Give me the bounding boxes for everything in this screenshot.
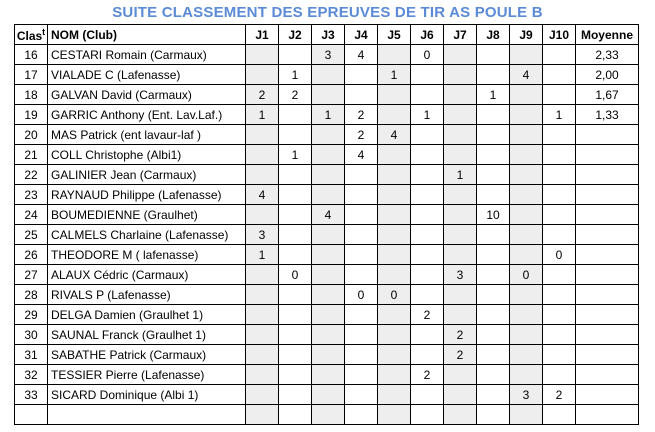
name-cell [48, 405, 246, 425]
score-cell-j9 [510, 345, 543, 365]
score-cell-j9 [510, 105, 543, 125]
score-cell-j4 [345, 245, 378, 265]
average-cell [576, 185, 639, 205]
score-cell-j7 [444, 365, 477, 385]
table-row [15, 185, 639, 205]
score-cell-j3: 4 [312, 205, 345, 225]
score-cell-j5 [378, 325, 411, 345]
score-cell-j4 [345, 365, 378, 385]
table-row [15, 85, 639, 105]
score-cell-j10 [543, 165, 576, 185]
rank-cell: 20 [15, 125, 48, 145]
score-cell-j5 [378, 265, 411, 285]
average-cell [576, 265, 639, 285]
header-j9: J9 [510, 25, 543, 45]
page-title: SUITE CLASSEMENT DES EPREUVES DE TIR AS POULE B [112, 4, 543, 21]
score-cell-j9: 3 [510, 385, 543, 405]
score-cell-j10 [543, 365, 576, 385]
average-cell [576, 225, 639, 245]
score-cell-j7 [444, 245, 477, 265]
score-cell-j6 [411, 345, 444, 365]
rank-cell: 31 [15, 345, 48, 365]
score-cell-j7 [444, 45, 477, 65]
header-rank [15, 25, 48, 45]
score-cell-j9 [510, 365, 543, 385]
score-cell-j4: 0 [345, 285, 378, 305]
name-cell: VIALADE C (Lafenasse) [48, 65, 246, 85]
score-cell-j9 [510, 205, 543, 225]
score-cell-j5: 0 [378, 285, 411, 305]
score-cell-j4 [345, 265, 378, 285]
score-cell-j9: 0 [510, 265, 543, 285]
score-cell-j3 [312, 325, 345, 345]
score-cell-j9 [510, 285, 543, 305]
table-row [15, 225, 639, 245]
score-cell-j1: 1 [246, 105, 279, 125]
score-cell-j4 [345, 385, 378, 405]
rank-cell: 33 [15, 385, 48, 405]
score-cell-j4 [345, 345, 378, 365]
score-cell-j1 [246, 165, 279, 185]
score-cell-j4: 2 [345, 125, 378, 145]
score-cell-j6 [411, 85, 444, 105]
score-cell-j8: 10 [477, 205, 510, 225]
average-cell [576, 385, 639, 405]
name-cell: GALVAN David (Carmaux) [48, 85, 246, 105]
score-cell-j8 [477, 125, 510, 145]
score-cell-j5 [378, 225, 411, 245]
score-cell-j10: 0 [543, 245, 576, 265]
score-cell-j10 [543, 205, 576, 225]
header-j10: J10 [543, 25, 576, 45]
score-cell-j6: 2 [411, 365, 444, 385]
score-cell-j7 [444, 385, 477, 405]
score-cell-j7 [444, 125, 477, 145]
score-cell-j5 [378, 385, 411, 405]
average-cell [576, 205, 639, 225]
score-cell-j5: 1 [378, 65, 411, 85]
name-cell: THEODORE M ( lafenasse) [48, 245, 246, 265]
score-cell-j5 [378, 85, 411, 105]
score-cell-j1 [246, 285, 279, 305]
score-cell-j6 [411, 185, 444, 205]
average-cell [576, 165, 639, 185]
score-cell-j2 [279, 365, 312, 385]
score-cell-j9 [510, 165, 543, 185]
score-cell-j8 [477, 285, 510, 305]
score-cell-j9 [510, 405, 543, 425]
score-cell-j3 [312, 185, 345, 205]
average-cell [576, 365, 639, 385]
score-cell-j1 [246, 65, 279, 85]
score-cell-j3 [312, 65, 345, 85]
score-cell-j3 [312, 385, 345, 405]
table-row [15, 105, 639, 125]
score-cell-j6 [411, 285, 444, 305]
header-rank-label: Clas [16, 28, 43, 43]
score-cell-j7 [444, 225, 477, 245]
score-cell-j6 [411, 245, 444, 265]
table-row [15, 265, 639, 285]
score-cell-j4 [345, 325, 378, 345]
header-j8: J8 [477, 25, 510, 45]
rank-cell: 23 [15, 185, 48, 205]
header-j1: J1 [246, 25, 279, 45]
score-cell-j5 [378, 345, 411, 365]
rank-cell: 19 [15, 105, 48, 125]
average-cell [576, 325, 639, 345]
score-cell-j1 [246, 325, 279, 345]
table-row [15, 245, 639, 265]
table-row [15, 65, 639, 85]
table-row [15, 405, 639, 425]
average-cell: 1,67 [576, 85, 639, 105]
score-cell-j2 [279, 205, 312, 225]
score-cell-j5 [378, 105, 411, 125]
score-cell-j1 [246, 345, 279, 365]
score-cell-j10 [543, 185, 576, 205]
score-cell-j4: 2 [345, 105, 378, 125]
score-cell-j2: 1 [279, 65, 312, 85]
score-cell-j2 [279, 345, 312, 365]
score-cell-j3: 1 [312, 105, 345, 125]
score-cell-j5 [378, 165, 411, 185]
score-cell-j3 [312, 85, 345, 105]
table-row [15, 165, 639, 185]
header-j7: J7 [444, 25, 477, 45]
table-row [15, 145, 639, 165]
score-cell-j2 [279, 385, 312, 405]
score-cell-j8 [477, 325, 510, 345]
score-cell-j6 [411, 65, 444, 85]
score-cell-j7: 2 [444, 325, 477, 345]
score-cell-j7 [444, 145, 477, 165]
score-cell-j5 [378, 245, 411, 265]
average-cell [576, 245, 639, 265]
score-cell-j7: 2 [444, 345, 477, 365]
rank-cell: 17 [15, 65, 48, 85]
score-cell-j4 [345, 225, 378, 245]
score-cell-j1 [246, 45, 279, 65]
score-cell-j4 [345, 65, 378, 85]
average-cell: 2,33 [576, 45, 639, 65]
score-cell-j8 [477, 345, 510, 365]
score-cell-j8 [477, 305, 510, 325]
score-cell-j2 [279, 245, 312, 265]
score-cell-j3 [312, 305, 345, 325]
rank-cell: 21 [15, 145, 48, 165]
score-cell-j4 [345, 305, 378, 325]
score-cell-j10 [543, 125, 576, 145]
score-cell-j8 [477, 225, 510, 245]
score-cell-j3 [312, 125, 345, 145]
rank-cell: 32 [15, 365, 48, 385]
score-cell-j2: 1 [279, 145, 312, 165]
score-cell-j4: 4 [345, 145, 378, 165]
score-cell-j10 [543, 345, 576, 365]
score-cell-j5 [378, 365, 411, 385]
name-cell: SAUNAL Franck (Graulhet 1) [48, 325, 246, 345]
score-cell-j10 [543, 145, 576, 165]
score-cell-j1: 4 [246, 185, 279, 205]
average-cell [576, 125, 639, 145]
score-cell-j6 [411, 325, 444, 345]
score-cell-j7 [444, 105, 477, 125]
score-cell-j10 [543, 85, 576, 105]
score-cell-j8 [477, 45, 510, 65]
name-cell: SABATHE Patrick (Carmaux) [48, 345, 246, 365]
name-cell: CALMELS Charlaine (Lafenasse) [48, 225, 246, 245]
score-cell-j1 [246, 205, 279, 225]
score-cell-j2 [279, 305, 312, 325]
score-cell-j7: 3 [444, 265, 477, 285]
score-cell-j8 [477, 265, 510, 285]
score-cell-j10: 1 [543, 105, 576, 125]
score-cell-j6 [411, 145, 444, 165]
score-cell-j1 [246, 265, 279, 285]
score-cell-j3 [312, 245, 345, 265]
score-cell-j5: 4 [378, 125, 411, 145]
score-cell-j4 [345, 85, 378, 105]
header-j6: J6 [411, 25, 444, 45]
name-cell: GALINIER Jean (Carmaux) [48, 165, 246, 185]
score-cell-j9 [510, 225, 543, 245]
score-cell-j8 [477, 105, 510, 125]
score-cell-j2 [279, 225, 312, 245]
average-cell: 2,00 [576, 65, 639, 85]
score-cell-j3: 3 [312, 45, 345, 65]
score-cell-j8 [477, 185, 510, 205]
score-cell-j7 [444, 85, 477, 105]
score-cell-j5 [378, 145, 411, 165]
score-cell-j10 [543, 305, 576, 325]
header-average: Moyenne [576, 25, 639, 45]
name-cell: COLL Christophe (Albi1) [48, 145, 246, 165]
table-row [15, 345, 639, 365]
score-cell-j2 [279, 285, 312, 305]
average-cell [576, 285, 639, 305]
score-cell-j4 [345, 185, 378, 205]
score-cell-j10 [543, 405, 576, 425]
score-cell-j7 [444, 405, 477, 425]
score-cell-j3 [312, 265, 345, 285]
table-row [15, 385, 639, 405]
score-cell-j10 [543, 65, 576, 85]
header-row [15, 25, 639, 45]
name-cell: SICARD Dominique (Albi 1) [48, 385, 246, 405]
name-cell: DELGA Damien (Graulhet 1) [48, 305, 246, 325]
header-j4: J4 [345, 25, 378, 45]
score-cell-j4 [345, 405, 378, 425]
score-cell-j8 [477, 145, 510, 165]
score-cell-j7 [444, 185, 477, 205]
score-cell-j5 [378, 205, 411, 225]
rank-cell: 26 [15, 245, 48, 265]
score-cell-j1 [246, 405, 279, 425]
name-cell: RIVALS P (Lafenasse) [48, 285, 246, 305]
score-cell-j1 [246, 145, 279, 165]
score-cell-j9 [510, 125, 543, 145]
score-cell-j4 [345, 205, 378, 225]
score-cell-j10 [543, 265, 576, 285]
rank-cell: 30 [15, 325, 48, 345]
score-cell-j6 [411, 205, 444, 225]
average-cell [576, 145, 639, 165]
table-row [15, 365, 639, 385]
score-cell-j2 [279, 105, 312, 125]
score-cell-j3 [312, 405, 345, 425]
score-cell-j6 [411, 125, 444, 145]
score-cell-j2: 0 [279, 265, 312, 285]
rank-cell: 22 [15, 165, 48, 185]
score-cell-j1: 1 [246, 245, 279, 265]
table-row [15, 45, 639, 65]
score-cell-j6 [411, 225, 444, 245]
score-cell-j8 [477, 365, 510, 385]
score-cell-j6 [411, 165, 444, 185]
score-cell-j9 [510, 305, 543, 325]
score-cell-j2 [279, 185, 312, 205]
score-cell-j9 [510, 185, 543, 205]
score-cell-j10 [543, 325, 576, 345]
score-cell-j2 [279, 125, 312, 145]
score-cell-j1: 2 [246, 85, 279, 105]
header-j5: J5 [378, 25, 411, 45]
rank-cell: 27 [15, 265, 48, 285]
score-cell-j5 [378, 305, 411, 325]
score-cell-j4 [345, 165, 378, 185]
score-cell-j3 [312, 345, 345, 365]
average-cell [576, 405, 639, 425]
rank-cell: 18 [15, 85, 48, 105]
score-cell-j10 [543, 45, 576, 65]
average-cell [576, 305, 639, 325]
table-row [15, 125, 639, 145]
score-cell-j9 [510, 85, 543, 105]
score-cell-j2 [279, 165, 312, 185]
name-cell: ALAUX Cédric (Carmaux) [48, 265, 246, 285]
score-cell-j2: 2 [279, 85, 312, 105]
name-cell: CESTARI Romain (Carmaux) [48, 45, 246, 65]
rank-cell: 25 [15, 225, 48, 245]
score-cell-j6: 0 [411, 45, 444, 65]
header-rank-sup: t [42, 26, 46, 37]
name-cell: BOUMEDIENNE (Graulhet) [48, 205, 246, 225]
rank-cell: 29 [15, 305, 48, 325]
table-row [15, 205, 639, 225]
score-cell-j1 [246, 125, 279, 145]
average-cell: 1,33 [576, 105, 639, 125]
rank-cell [15, 405, 48, 425]
name-cell: GARRIC Anthony (Ent. Lav.Laf.) [48, 105, 246, 125]
score-cell-j10: 2 [543, 385, 576, 405]
score-cell-j3 [312, 285, 345, 305]
table-row [15, 285, 639, 305]
name-cell: TESSIER Pierre (Lafenasse) [48, 365, 246, 385]
score-cell-j8 [477, 165, 510, 185]
score-cell-j10 [543, 225, 576, 245]
score-cell-j1 [246, 365, 279, 385]
score-cell-j1 [246, 385, 279, 405]
score-cell-j5 [378, 405, 411, 425]
score-cell-j9 [510, 45, 543, 65]
score-cell-j3 [312, 165, 345, 185]
score-cell-j8 [477, 405, 510, 425]
score-cell-j9: 4 [510, 65, 543, 85]
score-cell-j2 [279, 405, 312, 425]
score-cell-j8 [477, 65, 510, 85]
score-cell-j5 [378, 185, 411, 205]
average-cell [576, 345, 639, 365]
score-cell-j1 [246, 305, 279, 325]
score-cell-j2 [279, 325, 312, 345]
score-cell-j4: 4 [345, 45, 378, 65]
score-cell-j7 [444, 305, 477, 325]
score-cell-j6: 2 [411, 305, 444, 325]
header-j3: J3 [312, 25, 345, 45]
score-cell-j3 [312, 225, 345, 245]
score-cell-j8 [477, 385, 510, 405]
table-body [15, 45, 639, 425]
header-j2: J2 [279, 25, 312, 45]
score-cell-j7 [444, 285, 477, 305]
score-cell-j6 [411, 405, 444, 425]
score-cell-j9 [510, 145, 543, 165]
score-cell-j7 [444, 205, 477, 225]
name-cell: MAS Patrick (ent lavaur-laf ) [48, 125, 246, 145]
score-cell-j5 [378, 45, 411, 65]
rank-cell: 24 [15, 205, 48, 225]
score-cell-j3 [312, 365, 345, 385]
rank-cell: 28 [15, 285, 48, 305]
score-cell-j7: 1 [444, 165, 477, 185]
score-cell-j7 [444, 65, 477, 85]
score-cell-j10 [543, 285, 576, 305]
header-name: NOM (Club) [48, 25, 246, 45]
score-cell-j1: 3 [246, 225, 279, 245]
ranking-table [14, 24, 639, 425]
score-cell-j6 [411, 265, 444, 285]
score-cell-j8: 1 [477, 85, 510, 105]
name-cell: RAYNAUD Philippe (Lafenasse) [48, 185, 246, 205]
score-cell-j9 [510, 325, 543, 345]
score-cell-j6 [411, 385, 444, 405]
rank-cell: 16 [15, 45, 48, 65]
table-row [15, 305, 639, 325]
score-cell-j6: 1 [411, 105, 444, 125]
score-cell-j8 [477, 245, 510, 265]
score-cell-j3 [312, 145, 345, 165]
score-cell-j2 [279, 45, 312, 65]
table-row [15, 325, 639, 345]
score-cell-j9 [510, 245, 543, 265]
